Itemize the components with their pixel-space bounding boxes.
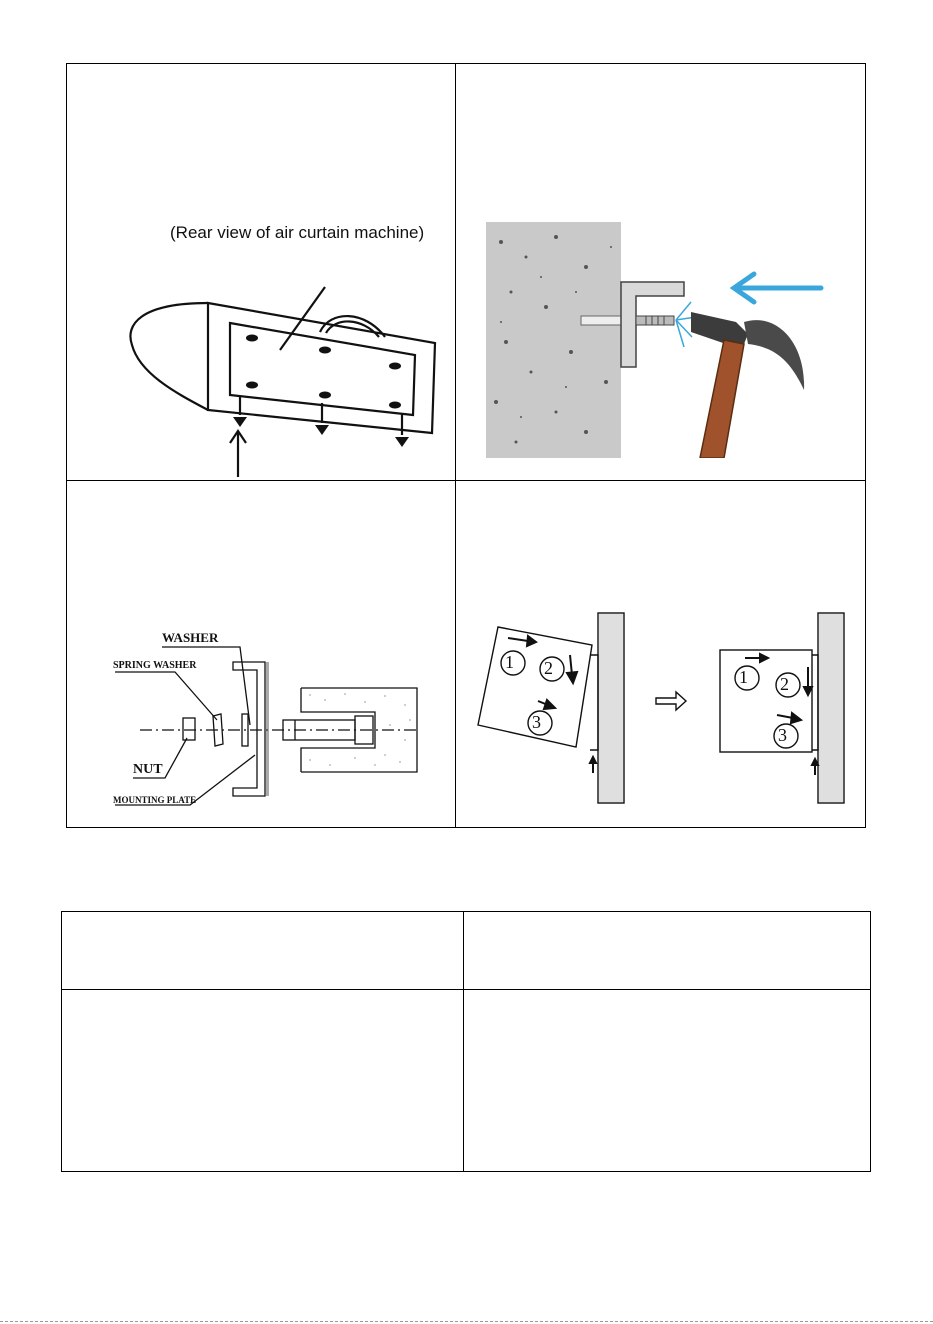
mounting-plate-label: MOUNTING PLATE (113, 795, 197, 805)
hanging-steps-drawing (470, 605, 850, 805)
page-bottom-rule (0, 1321, 933, 1322)
figure-table-divider-vertical (455, 63, 456, 828)
empty-table (61, 911, 871, 1172)
empty-table-divider-vertical (463, 912, 464, 1171)
empty-table-divider-horizontal (62, 989, 870, 990)
step-1-label-after: 1 (739, 667, 748, 687)
step-2-label: 2 (544, 658, 553, 678)
step-3-label: 3 (532, 712, 541, 732)
figure-table-divider-horizontal (66, 480, 866, 481)
nut-label: NUT (133, 762, 163, 777)
hammer-drawing (486, 222, 826, 458)
washer-diagram-figure (105, 630, 435, 810)
concrete-wall (486, 222, 621, 458)
washer-drawing (105, 630, 435, 810)
step-2-label-after: 2 (780, 674, 789, 694)
spring-washer-label: SPRING WASHER (113, 660, 197, 671)
rear-view-figure (80, 215, 450, 480)
hanging-steps-figure (470, 605, 850, 805)
step-3-label-after: 3 (778, 725, 787, 745)
rear-view-caption: (Rear view of air curtain machine) (170, 223, 425, 242)
step-1-label: 1 (505, 652, 514, 672)
hammer-figure (486, 222, 826, 458)
air-curtain-drawing (80, 215, 450, 480)
washer-label: WASHER (162, 630, 219, 645)
